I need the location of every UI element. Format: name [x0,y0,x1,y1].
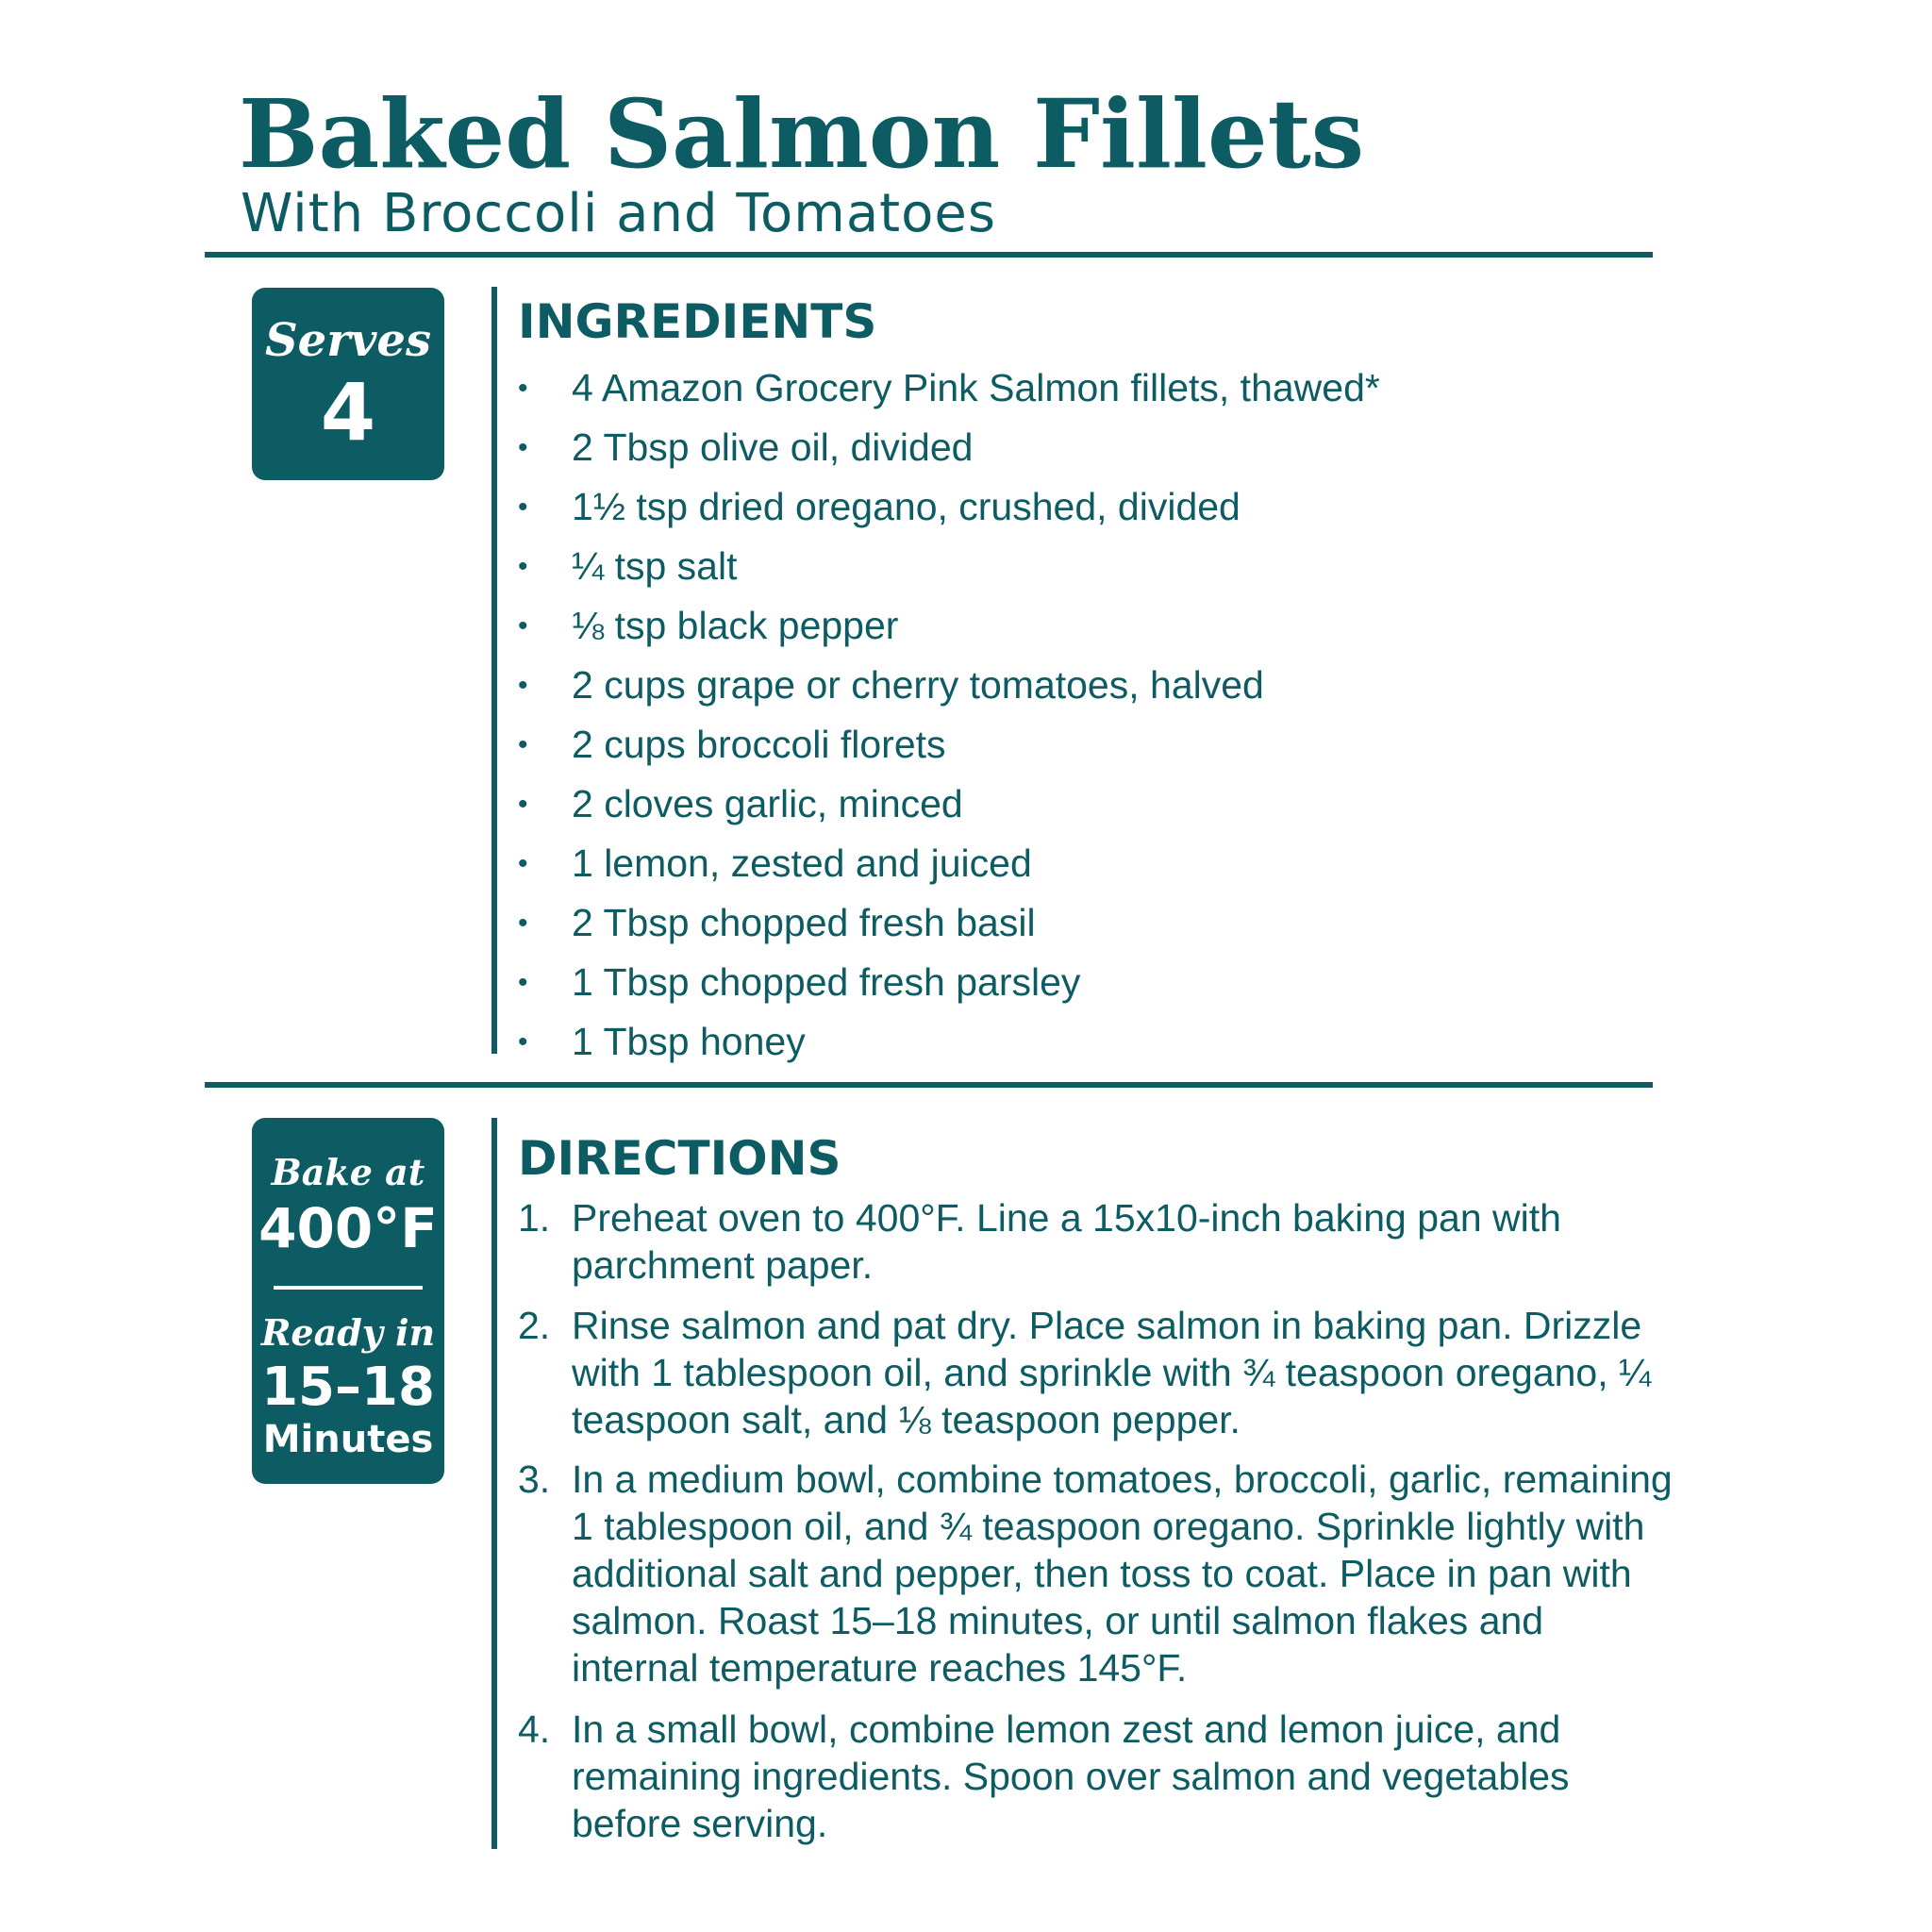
serves-value: 4 [320,366,376,458]
ingredient-item: • 2 cloves garlic, minced [518,774,1380,834]
ready-time: 15–18 [261,1357,435,1418]
ingredient-item: • 1 lemon, zested and juiced [518,834,1380,893]
serves-badge [252,288,444,480]
recipe-subtitle: With Broccoli and Tomatoes [241,183,997,244]
ingredient-item: • 2 Tbsp chopped fresh basil [518,893,1380,953]
ingredients-heading: INGREDIENTS [518,294,877,349]
direction-step [518,1456,1678,1691]
step-number: 4. [518,1707,551,1751]
ingredient-item: • 4 Amazon Grocery Pink Salmon fillets, thawed* [518,358,1380,418]
top-divider [205,252,1653,258]
ready-label: Ready in [260,1311,436,1354]
ingredient-item: • ¼ tsp salt [518,537,1380,596]
step-text: In a medium bowl, combine tomatoes, broccoli, garlic, remaining 1 tablespoon oil, and ¾ teaspoon oregano. Sprinkle lightly with additional salt and pepper, then toss to coat. Place in pan with salmon. Roast 15–18 minutes, or until salmon flakes and internal temperature reaches 145°F. [572,1457,1673,1690]
direction-step [518,1302,1678,1443]
bake-label: Bake at [271,1151,425,1193]
ingredient-item: • 1 Tbsp chopped fresh parsley [518,953,1380,1012]
recipe-title: Baked Salmon Fillets [239,78,1365,190]
middle-divider [205,1082,1653,1088]
step-text: In a small bowl, combine lemon zest and lemon juice, and remaining ingredients. Spoon over salmon and vegetables before serving. [572,1707,1570,1845]
step-text: Rinse salmon and pat dry. Place salmon in baking pan. Drizzle with 1 tablespoon oil, and sprinkle with ¾ teaspoon oregano, ¼ teaspoon salt, and ⅛ teaspoon pepper. [572,1304,1652,1441]
bake-time-badge [252,1118,444,1484]
step-number: 1. [518,1196,551,1240]
ingredient-item: • 2 Tbsp olive oil, divided [518,418,1380,477]
direction-step [518,1706,1678,1847]
direction-step [518,1194,1678,1289]
ingredient-item: • 2 cups broccoli florets [518,715,1380,774]
ingredient-item: • 1½ tsp dried oregano, crushed, divided [518,477,1380,537]
ingredient-item: • 2 cups grape or cherry tomatoes, halved [518,656,1380,715]
ingredient-item: • ⅛ tsp black pepper [518,596,1380,656]
bake-temperature: 400°F [258,1196,438,1260]
step-text: Preheat oven to 400°F. Line a 15x10-inch baking pan with parchment paper. [572,1196,1561,1287]
ingredients-list [518,358,1380,1072]
directions-heading: DIRECTIONS [518,1131,841,1186]
serves-label: Serves [265,314,431,367]
ingredient-item: • 1 Tbsp honey [518,1012,1380,1072]
ready-unit: Minutes [262,1418,434,1461]
badge-divider [274,1286,423,1290]
step-number: 2. [518,1304,551,1347]
ingredients-vertical-rule [491,287,497,1054]
step-number: 3. [518,1457,551,1501]
directions-vertical-rule [491,1118,497,1849]
